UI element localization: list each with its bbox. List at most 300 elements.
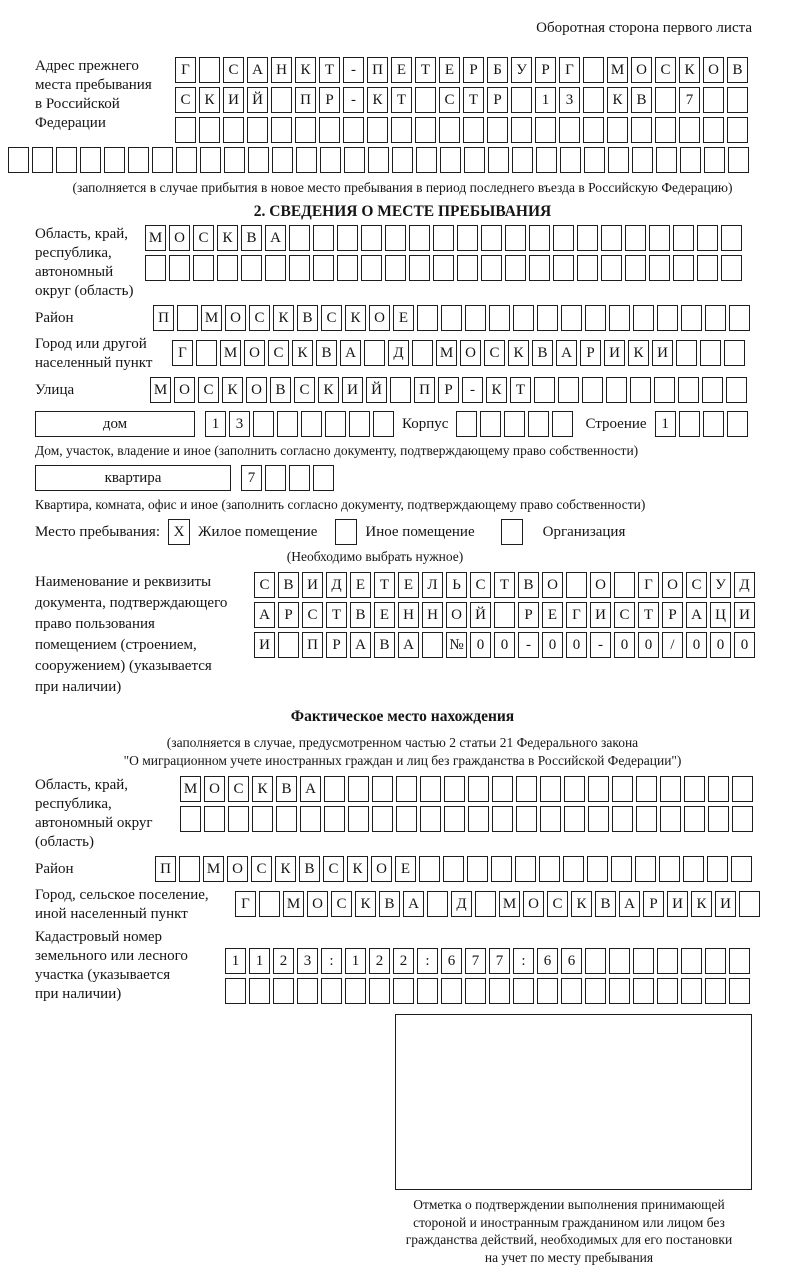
- char-cell[interactable]: Г: [566, 602, 587, 628]
- char-cell[interactable]: [704, 147, 725, 173]
- char-cell[interactable]: О: [307, 891, 328, 917]
- char-cell[interactable]: [393, 978, 414, 1004]
- char-cell[interactable]: 6: [561, 948, 582, 974]
- char-cell[interactable]: С: [175, 87, 196, 113]
- char-cell[interactable]: [540, 776, 561, 802]
- char-cell[interactable]: В: [241, 225, 262, 251]
- char-cell[interactable]: К: [679, 57, 700, 83]
- char-cell[interactable]: 0: [470, 632, 491, 658]
- char-cell[interactable]: 0: [542, 632, 563, 658]
- char-cell[interactable]: И: [254, 632, 275, 658]
- char-cell[interactable]: [481, 255, 502, 281]
- char-cell[interactable]: [683, 856, 704, 882]
- char-cell[interactable]: Й: [366, 377, 387, 403]
- char-cell[interactable]: [252, 806, 273, 832]
- char-cell[interactable]: [601, 255, 622, 281]
- char-cell[interactable]: [732, 806, 753, 832]
- char-cell[interactable]: Д: [451, 891, 472, 917]
- char-cell[interactable]: К: [691, 891, 712, 917]
- char-cell[interactable]: [385, 225, 406, 251]
- char-cell[interactable]: [441, 978, 462, 1004]
- char-cell[interactable]: О: [631, 57, 652, 83]
- char-cell[interactable]: И: [302, 572, 323, 598]
- char-cell[interactable]: [724, 340, 745, 366]
- char-cell[interactable]: В: [518, 572, 539, 598]
- char-cell[interactable]: [705, 948, 726, 974]
- char-cell[interactable]: Е: [542, 602, 563, 628]
- char-cell[interactable]: К: [222, 377, 243, 403]
- char-cell[interactable]: П: [414, 377, 435, 403]
- char-cell[interactable]: [727, 87, 748, 113]
- char-cell[interactable]: [313, 255, 334, 281]
- char-cell[interactable]: [276, 806, 297, 832]
- char-cell[interactable]: [700, 340, 721, 366]
- char-cell[interactable]: В: [350, 602, 371, 628]
- char-cell[interactable]: [128, 147, 149, 173]
- char-cell[interactable]: [535, 117, 556, 143]
- char-cell[interactable]: [391, 117, 412, 143]
- char-cell[interactable]: [259, 891, 280, 917]
- char-cell[interactable]: [583, 87, 604, 113]
- char-cell[interactable]: Л: [422, 572, 443, 598]
- char-cell[interactable]: [241, 255, 262, 281]
- char-cell[interactable]: [708, 776, 729, 802]
- char-cell[interactable]: [505, 255, 526, 281]
- char-cell[interactable]: С: [547, 891, 568, 917]
- char-cell[interactable]: С: [193, 225, 214, 251]
- char-cell[interactable]: Т: [415, 57, 436, 83]
- char-cell[interactable]: [324, 806, 345, 832]
- char-cell[interactable]: Р: [518, 602, 539, 628]
- char-cell[interactable]: [204, 806, 225, 832]
- char-cell[interactable]: [633, 948, 654, 974]
- char-cell[interactable]: [660, 776, 681, 802]
- char-cell[interactable]: И: [734, 602, 755, 628]
- char-cell[interactable]: 3: [559, 87, 580, 113]
- char-cell[interactable]: [468, 806, 489, 832]
- char-cell[interactable]: [175, 117, 196, 143]
- char-cell[interactable]: [680, 147, 701, 173]
- char-cell[interactable]: [422, 632, 443, 658]
- char-cell[interactable]: [676, 340, 697, 366]
- char-cell[interactable]: [367, 117, 388, 143]
- stay-option-checkbox-organization[interactable]: [501, 519, 523, 545]
- char-cell[interactable]: [409, 255, 430, 281]
- char-cell[interactable]: [417, 305, 438, 331]
- char-cell[interactable]: [265, 255, 286, 281]
- char-cell[interactable]: [537, 978, 558, 1004]
- char-cell[interactable]: [492, 806, 513, 832]
- char-cell[interactable]: [361, 225, 382, 251]
- char-cell[interactable]: И: [667, 891, 688, 917]
- char-cell[interactable]: К: [217, 225, 238, 251]
- char-cell[interactable]: Ц: [710, 602, 731, 628]
- char-cell[interactable]: [368, 147, 389, 173]
- char-cell[interactable]: [217, 255, 238, 281]
- char-cell[interactable]: [412, 340, 433, 366]
- char-cell[interactable]: :: [321, 948, 342, 974]
- char-cell[interactable]: [612, 806, 633, 832]
- char-cell[interactable]: 1: [225, 948, 246, 974]
- char-cell[interactable]: [515, 856, 536, 882]
- char-cell[interactable]: 2: [369, 948, 390, 974]
- char-cell[interactable]: О: [227, 856, 248, 882]
- char-cell[interactable]: С: [228, 776, 249, 802]
- char-cell[interactable]: [491, 856, 512, 882]
- char-cell[interactable]: [225, 978, 246, 1004]
- char-cell[interactable]: 1: [345, 948, 366, 974]
- char-cell[interactable]: [584, 147, 605, 173]
- char-cell[interactable]: К: [571, 891, 592, 917]
- char-cell[interactable]: И: [590, 602, 611, 628]
- char-cell[interactable]: [588, 776, 609, 802]
- char-cell[interactable]: О: [204, 776, 225, 802]
- char-cell[interactable]: [561, 978, 582, 1004]
- char-cell[interactable]: [180, 806, 201, 832]
- char-cell[interactable]: [337, 225, 358, 251]
- char-cell[interactable]: [553, 225, 574, 251]
- char-cell[interactable]: Б: [487, 57, 508, 83]
- char-cell[interactable]: [193, 255, 214, 281]
- char-cell[interactable]: [494, 602, 515, 628]
- char-cell[interactable]: 6: [441, 948, 462, 974]
- char-cell[interactable]: О: [246, 377, 267, 403]
- char-cell[interactable]: [729, 948, 750, 974]
- char-cell[interactable]: В: [374, 632, 395, 658]
- char-cell[interactable]: [343, 117, 364, 143]
- char-cell[interactable]: С: [302, 602, 323, 628]
- char-cell[interactable]: В: [727, 57, 748, 83]
- char-cell[interactable]: 7: [489, 948, 510, 974]
- char-cell[interactable]: [697, 225, 718, 251]
- char-cell[interactable]: [703, 411, 724, 437]
- char-cell[interactable]: [513, 978, 534, 1004]
- char-cell[interactable]: Т: [510, 377, 531, 403]
- char-cell[interactable]: [278, 632, 299, 658]
- char-cell[interactable]: [489, 305, 510, 331]
- char-cell[interactable]: -: [343, 87, 364, 113]
- char-cell[interactable]: В: [595, 891, 616, 917]
- char-cell[interactable]: [56, 147, 77, 173]
- char-cell[interactable]: П: [153, 305, 174, 331]
- char-cell[interactable]: [649, 255, 670, 281]
- char-cell[interactable]: [199, 117, 220, 143]
- char-cell[interactable]: [587, 856, 608, 882]
- char-cell[interactable]: К: [607, 87, 628, 113]
- char-cell[interactable]: [248, 147, 269, 173]
- char-cell[interactable]: [537, 305, 558, 331]
- char-cell[interactable]: [657, 948, 678, 974]
- char-cell[interactable]: Р: [487, 87, 508, 113]
- char-cell[interactable]: К: [508, 340, 529, 366]
- char-cell[interactable]: [337, 255, 358, 281]
- char-cell[interactable]: [324, 776, 345, 802]
- char-cell[interactable]: Г: [175, 57, 196, 83]
- char-cell[interactable]: [463, 117, 484, 143]
- char-cell[interactable]: [415, 87, 436, 113]
- char-cell[interactable]: [612, 776, 633, 802]
- char-cell[interactable]: [582, 377, 603, 403]
- char-cell[interactable]: К: [252, 776, 273, 802]
- char-cell[interactable]: Р: [326, 632, 347, 658]
- char-cell[interactable]: Е: [398, 572, 419, 598]
- char-cell[interactable]: Т: [463, 87, 484, 113]
- char-cell[interactable]: [348, 776, 369, 802]
- char-cell[interactable]: А: [265, 225, 286, 251]
- char-cell[interactable]: [228, 806, 249, 832]
- char-cell[interactable]: С: [655, 57, 676, 83]
- char-cell[interactable]: Н: [422, 602, 443, 628]
- char-cell[interactable]: [585, 948, 606, 974]
- char-cell[interactable]: [721, 225, 742, 251]
- char-cell[interactable]: [585, 305, 606, 331]
- char-cell[interactable]: [200, 147, 221, 173]
- char-cell[interactable]: Р: [580, 340, 601, 366]
- char-cell[interactable]: [444, 806, 465, 832]
- char-cell[interactable]: М: [201, 305, 222, 331]
- char-cell[interactable]: В: [316, 340, 337, 366]
- char-cell[interactable]: [564, 806, 585, 832]
- char-cell[interactable]: Ь: [446, 572, 467, 598]
- char-cell[interactable]: 2: [393, 948, 414, 974]
- char-cell[interactable]: [475, 891, 496, 917]
- char-cell[interactable]: [528, 411, 549, 437]
- char-cell[interactable]: О: [369, 305, 390, 331]
- char-cell[interactable]: [583, 117, 604, 143]
- char-cell[interactable]: Р: [662, 602, 683, 628]
- char-cell[interactable]: [273, 978, 294, 1004]
- char-cell[interactable]: [585, 978, 606, 1004]
- char-cell[interactable]: К: [318, 377, 339, 403]
- char-cell[interactable]: [607, 117, 628, 143]
- char-cell[interactable]: [465, 305, 486, 331]
- char-cell[interactable]: О: [371, 856, 392, 882]
- char-cell[interactable]: В: [278, 572, 299, 598]
- char-cell[interactable]: С: [254, 572, 275, 598]
- char-cell[interactable]: С: [198, 377, 219, 403]
- char-cell[interactable]: [609, 948, 630, 974]
- char-cell[interactable]: [577, 225, 598, 251]
- char-cell[interactable]: [673, 255, 694, 281]
- char-cell[interactable]: Т: [494, 572, 515, 598]
- char-cell[interactable]: О: [174, 377, 195, 403]
- char-cell[interactable]: [563, 856, 584, 882]
- char-cell[interactable]: [8, 147, 29, 173]
- char-cell[interactable]: [487, 117, 508, 143]
- char-cell[interactable]: [325, 411, 346, 437]
- char-cell[interactable]: Й: [247, 87, 268, 113]
- char-cell[interactable]: [728, 147, 749, 173]
- char-cell[interactable]: М: [180, 776, 201, 802]
- char-cell[interactable]: :: [513, 948, 534, 974]
- char-cell[interactable]: В: [299, 856, 320, 882]
- char-cell[interactable]: О: [225, 305, 246, 331]
- char-cell[interactable]: 0: [686, 632, 707, 658]
- char-cell[interactable]: 2: [273, 948, 294, 974]
- stay-option-checkbox-residential[interactable]: X: [168, 519, 190, 545]
- char-cell[interactable]: 1: [535, 87, 556, 113]
- char-cell[interactable]: [614, 572, 635, 598]
- char-cell[interactable]: 7: [679, 87, 700, 113]
- char-cell[interactable]: [409, 225, 430, 251]
- char-cell[interactable]: П: [155, 856, 176, 882]
- char-cell[interactable]: М: [220, 340, 241, 366]
- char-cell[interactable]: П: [302, 632, 323, 658]
- char-cell[interactable]: [300, 806, 321, 832]
- char-cell[interactable]: М: [203, 856, 224, 882]
- char-cell[interactable]: Д: [388, 340, 409, 366]
- char-cell[interactable]: К: [345, 305, 366, 331]
- char-cell[interactable]: П: [295, 87, 316, 113]
- char-cell[interactable]: [608, 147, 629, 173]
- char-cell[interactable]: С: [686, 572, 707, 598]
- char-cell[interactable]: [320, 147, 341, 173]
- char-cell[interactable]: [732, 776, 753, 802]
- char-cell[interactable]: -: [590, 632, 611, 658]
- char-cell[interactable]: [681, 305, 702, 331]
- char-cell[interactable]: [179, 856, 200, 882]
- char-cell[interactable]: О: [703, 57, 724, 83]
- char-cell[interactable]: 0: [710, 632, 731, 658]
- char-cell[interactable]: В: [276, 776, 297, 802]
- char-cell[interactable]: 7: [241, 465, 262, 491]
- char-cell[interactable]: 0: [734, 632, 755, 658]
- char-cell[interactable]: К: [292, 340, 313, 366]
- char-cell[interactable]: [247, 117, 268, 143]
- char-cell[interactable]: Т: [326, 602, 347, 628]
- char-cell[interactable]: [540, 806, 561, 832]
- char-cell[interactable]: [272, 147, 293, 173]
- char-cell[interactable]: [632, 147, 653, 173]
- char-cell[interactable]: [301, 411, 322, 437]
- char-cell[interactable]: [417, 978, 438, 1004]
- char-cell[interactable]: Е: [393, 305, 414, 331]
- char-cell[interactable]: [390, 377, 411, 403]
- char-cell[interactable]: [372, 806, 393, 832]
- char-cell[interactable]: [539, 856, 560, 882]
- char-cell[interactable]: [169, 255, 190, 281]
- char-cell[interactable]: [348, 806, 369, 832]
- char-cell[interactable]: [558, 377, 579, 403]
- char-cell[interactable]: [396, 806, 417, 832]
- char-cell[interactable]: [516, 776, 537, 802]
- char-cell[interactable]: [655, 87, 676, 113]
- char-cell[interactable]: Р: [278, 602, 299, 628]
- char-cell[interactable]: Е: [391, 57, 412, 83]
- char-cell[interactable]: [726, 377, 747, 403]
- char-cell[interactable]: [633, 978, 654, 1004]
- char-cell[interactable]: -: [462, 377, 483, 403]
- char-cell[interactable]: [321, 978, 342, 1004]
- char-cell[interactable]: 3: [297, 948, 318, 974]
- char-cell[interactable]: Г: [235, 891, 256, 917]
- char-cell[interactable]: [372, 776, 393, 802]
- char-cell[interactable]: [729, 978, 750, 1004]
- char-cell[interactable]: [177, 305, 198, 331]
- char-cell[interactable]: [297, 978, 318, 1004]
- char-cell[interactable]: [679, 117, 700, 143]
- char-cell[interactable]: [313, 465, 334, 491]
- char-cell[interactable]: О: [460, 340, 481, 366]
- char-cell[interactable]: О: [244, 340, 265, 366]
- char-cell[interactable]: А: [403, 891, 424, 917]
- char-cell[interactable]: [364, 340, 385, 366]
- char-cell[interactable]: [561, 305, 582, 331]
- char-cell[interactable]: М: [499, 891, 520, 917]
- char-cell[interactable]: [566, 572, 587, 598]
- char-cell[interactable]: М: [145, 225, 166, 251]
- char-cell[interactable]: [727, 117, 748, 143]
- char-cell[interactable]: И: [652, 340, 673, 366]
- char-cell[interactable]: А: [556, 340, 577, 366]
- char-cell[interactable]: А: [350, 632, 371, 658]
- char-cell[interactable]: [313, 225, 334, 251]
- char-cell[interactable]: [492, 776, 513, 802]
- char-cell[interactable]: [697, 255, 718, 281]
- char-cell[interactable]: [708, 806, 729, 832]
- char-cell[interactable]: [385, 255, 406, 281]
- char-cell[interactable]: [681, 948, 702, 974]
- char-cell[interactable]: Р: [319, 87, 340, 113]
- char-cell[interactable]: С: [251, 856, 272, 882]
- char-cell[interactable]: [655, 117, 676, 143]
- char-cell[interactable]: К: [628, 340, 649, 366]
- char-cell[interactable]: [678, 377, 699, 403]
- char-cell[interactable]: [373, 411, 394, 437]
- char-cell[interactable]: А: [619, 891, 640, 917]
- char-cell[interactable]: О: [446, 602, 467, 628]
- char-cell[interactable]: [511, 117, 532, 143]
- char-cell[interactable]: [536, 147, 557, 173]
- char-cell[interactable]: [345, 978, 366, 1004]
- char-cell[interactable]: В: [270, 377, 291, 403]
- char-cell[interactable]: Р: [438, 377, 459, 403]
- char-cell[interactable]: Е: [439, 57, 460, 83]
- char-cell[interactable]: Г: [172, 340, 193, 366]
- char-cell[interactable]: У: [511, 57, 532, 83]
- char-cell[interactable]: [654, 377, 675, 403]
- char-cell[interactable]: [176, 147, 197, 173]
- char-cell[interactable]: [707, 856, 728, 882]
- char-cell[interactable]: 6: [537, 948, 558, 974]
- char-cell[interactable]: [396, 776, 417, 802]
- char-cell[interactable]: С: [223, 57, 244, 83]
- char-cell[interactable]: В: [379, 891, 400, 917]
- char-cell[interactable]: [224, 147, 245, 173]
- char-cell[interactable]: С: [323, 856, 344, 882]
- char-cell[interactable]: Р: [463, 57, 484, 83]
- char-cell[interactable]: 7: [465, 948, 486, 974]
- char-cell[interactable]: 3: [229, 411, 250, 437]
- char-cell[interactable]: [32, 147, 53, 173]
- char-cell[interactable]: [295, 117, 316, 143]
- char-cell[interactable]: О: [662, 572, 683, 598]
- char-cell[interactable]: М: [436, 340, 457, 366]
- char-cell[interactable]: [636, 776, 657, 802]
- char-cell[interactable]: [439, 117, 460, 143]
- char-cell[interactable]: Т: [638, 602, 659, 628]
- char-cell[interactable]: М: [283, 891, 304, 917]
- char-cell[interactable]: У: [710, 572, 731, 598]
- char-cell[interactable]: [684, 806, 705, 832]
- char-cell[interactable]: [349, 411, 370, 437]
- char-cell[interactable]: 1: [655, 411, 676, 437]
- char-cell[interactable]: О: [169, 225, 190, 251]
- char-cell[interactable]: С: [439, 87, 460, 113]
- char-cell[interactable]: [553, 255, 574, 281]
- char-cell[interactable]: [564, 776, 585, 802]
- char-cell[interactable]: [630, 377, 651, 403]
